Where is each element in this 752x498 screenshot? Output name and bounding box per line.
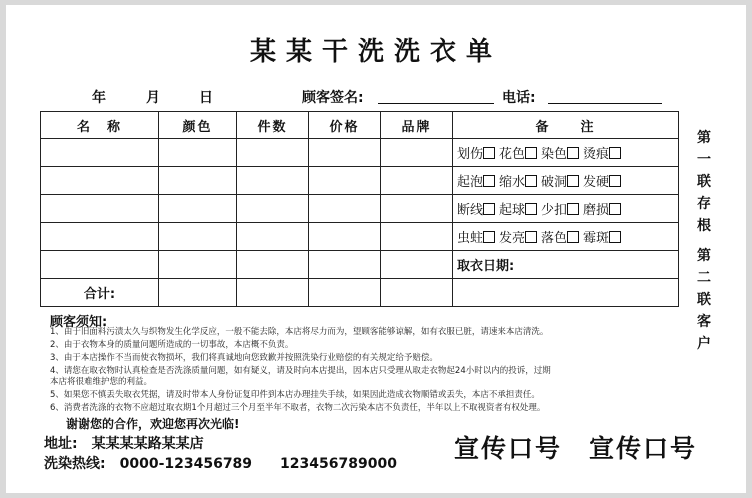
checkbox-icon[interactable]	[567, 203, 579, 215]
table-cell	[309, 223, 381, 251]
column-header-name: 名 称	[41, 112, 159, 139]
remark-option: 烫痕	[583, 147, 610, 162]
notice-item: 3、由于本店操作不当而使衣物损坏，我们将真诚地向您致歉并按照洗染行业赔偿的有关规定给予赔偿。	[50, 353, 438, 363]
remark-option: 破洞	[541, 175, 568, 190]
copy-label-vertical	[692, 127, 716, 355]
remark-option: 发亮	[499, 231, 526, 246]
checkbox-icon[interactable]	[609, 203, 621, 215]
side-char: 第	[697, 248, 711, 264]
remark-option: 缩水	[499, 175, 526, 190]
phone-line	[548, 103, 662, 104]
notice-item: 2、由于衣物本身的质量问题所造成的一切事故，本店概不负责。	[50, 340, 294, 350]
remark-option: 染色	[541, 147, 568, 162]
table-cell	[381, 251, 453, 279]
table-row	[41, 195, 679, 223]
signature-line	[378, 103, 494, 104]
notice-title: 顾客须知:	[50, 315, 108, 330]
slogan: 宣传口号 宣传口号	[454, 434, 698, 463]
day-label: 日	[199, 90, 213, 106]
remark-option: 磨损	[583, 203, 610, 218]
checkbox-icon[interactable]	[525, 175, 537, 187]
table-cell	[309, 167, 381, 195]
remark-option: 霉斑	[583, 231, 610, 246]
table-cell	[41, 139, 159, 167]
table-cell	[159, 167, 237, 195]
table-cell	[237, 251, 309, 279]
table-row	[41, 223, 679, 251]
column-header-color: 颜色	[159, 112, 237, 139]
checkbox-icon[interactable]	[567, 231, 579, 243]
notice-item: 6、消费者洗涤的衣物不应超过取衣期1个月超过三个月至半年不取者，衣物二次污染本店不负责任，半年以上不取视资者有权处理。	[50, 403, 546, 413]
table-cell	[237, 223, 309, 251]
side-char: 联	[697, 174, 711, 190]
checkbox-icon[interactable]	[567, 175, 579, 187]
checkbox-icon[interactable]	[525, 147, 537, 159]
table-cell	[381, 279, 453, 307]
month-label: 月	[146, 90, 160, 106]
remarks-cell	[453, 195, 679, 223]
table-row	[41, 139, 679, 167]
remarks-cell	[453, 167, 679, 195]
total-label: 合计:	[41, 279, 159, 307]
remark-option: 起泡	[457, 175, 484, 190]
table-cell	[41, 251, 159, 279]
remarks-cell	[453, 223, 679, 251]
table-cell	[41, 167, 159, 195]
table-cell	[309, 279, 381, 307]
remark-option: 虫蛀	[457, 231, 484, 246]
side-char: 客	[697, 314, 711, 330]
table-cell	[41, 223, 159, 251]
table-cell	[309, 195, 381, 223]
phone-label: 电话:	[502, 90, 536, 106]
total-row	[41, 279, 679, 307]
remark-option: 发硬	[583, 175, 610, 190]
checkbox-icon[interactable]	[483, 147, 495, 159]
checkbox-icon[interactable]	[525, 203, 537, 215]
table-cell	[159, 279, 237, 307]
hotline: 洗染热线: 0000-123456789 123456789000	[44, 456, 397, 472]
remark-option: 划伤	[457, 147, 484, 162]
signature-label: 顾客签名:	[302, 90, 364, 106]
remark-option: 少扣	[541, 203, 568, 218]
table-cell	[381, 223, 453, 251]
receipt-title: 某某干洗洗衣单	[249, 37, 502, 67]
pickup-date-cell: 取衣日期:	[453, 251, 679, 279]
checkbox-icon[interactable]	[609, 231, 621, 243]
table-cell	[453, 279, 679, 307]
side-char: 一	[697, 152, 711, 168]
column-header-quantity: 件数	[237, 112, 309, 139]
table-cell	[237, 195, 309, 223]
table-row	[41, 167, 679, 195]
table-cell	[309, 251, 381, 279]
column-header-remarks: 备 注	[453, 112, 679, 139]
table-cell	[381, 167, 453, 195]
table-cell	[381, 195, 453, 223]
table-cell	[237, 279, 309, 307]
column-header-brand: 品牌	[381, 112, 453, 139]
table-cell	[41, 195, 159, 223]
notice-item: 本店将很难维护您的利益。	[50, 377, 153, 387]
checkbox-icon[interactable]	[483, 175, 495, 187]
table-header-row	[41, 112, 679, 139]
remark-option: 落色	[541, 231, 568, 246]
table-cell	[237, 139, 309, 167]
column-header-price: 价格	[309, 112, 381, 139]
checkbox-icon[interactable]	[483, 203, 495, 215]
checkbox-icon[interactable]	[609, 147, 621, 159]
side-char: 根	[697, 218, 711, 234]
side-char: 第	[697, 130, 711, 146]
remarks-cell	[453, 139, 679, 167]
table-cell	[237, 167, 309, 195]
remark-option: 断线	[457, 203, 484, 218]
table-cell	[159, 251, 237, 279]
table-cell	[159, 139, 237, 167]
notice-item: 4、请您在取衣物时认真检查是否洗涤质量问题，如有疑义，请及时向本店提出，因本店只受理从取走衣物起24小时以内的投诉，过期	[50, 366, 551, 376]
remark-option: 起球	[499, 203, 526, 218]
items-table	[40, 111, 679, 307]
notice-item: 1、由于旧面料污渍太久与织物发生化学反应，一般不能去除，本店将尽力而为，望顾客能够谅解，如有衣服已脏，请速来本店清洗。	[50, 327, 549, 337]
laundry-receipt	[6, 5, 746, 493]
side-char: 联	[697, 292, 711, 308]
checkbox-icon[interactable]	[525, 231, 537, 243]
checkbox-icon[interactable]	[567, 147, 579, 159]
address: 地址: 某某某某路某某店	[44, 436, 204, 452]
table-cell	[159, 223, 237, 251]
table-cell	[309, 139, 381, 167]
table-cell	[159, 195, 237, 223]
table-row	[41, 251, 679, 279]
remark-option: 花色	[499, 147, 526, 162]
side-char: 二	[697, 270, 711, 286]
table-cell	[381, 139, 453, 167]
year-label: 年	[92, 90, 106, 106]
thanks-text: 谢谢您的合作，欢迎您再次光临!	[66, 417, 240, 431]
side-char: 存	[697, 196, 711, 212]
checkbox-icon[interactable]	[609, 175, 621, 187]
checkbox-icon[interactable]	[483, 231, 495, 243]
notice-item: 5、如果您不慎丢失取衣凭据，请及时带本人身份证复印件到本店办理挂失手续，如果因此造成衣物顺错或丢失，本店不承担责任。	[50, 390, 540, 400]
side-char: 户	[697, 336, 711, 352]
